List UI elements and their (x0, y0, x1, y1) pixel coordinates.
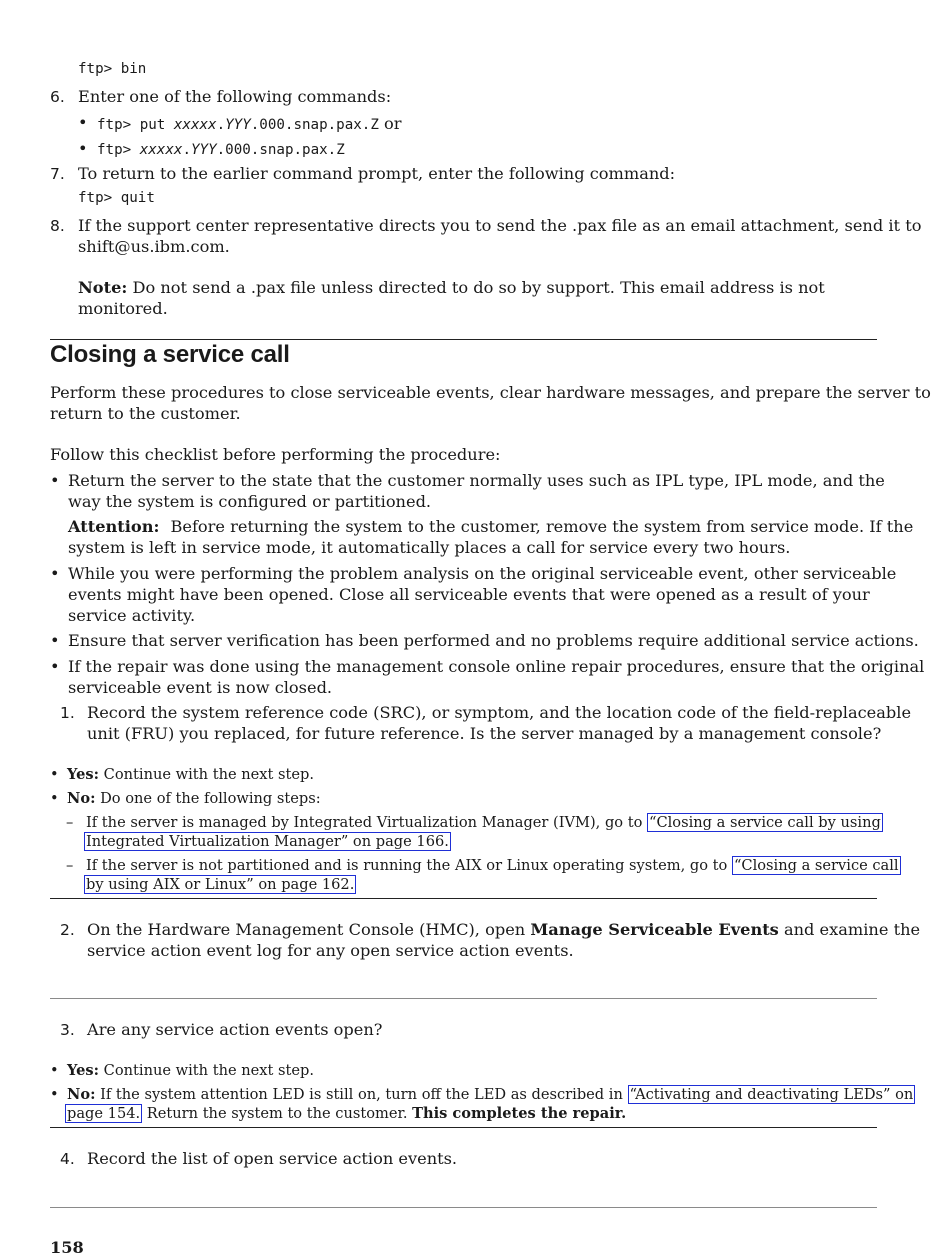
checklist-item-1-line-1: Return the server to the state that the customer normally uses such as IPL type, IPL mode, and the (68, 471, 885, 490)
link-closing-aix-linux[interactable]: “Closing a service call (733, 857, 899, 874)
procedure-step-1-line-2: unit (FRU) you replaced, for future reference. Is the server managed by a management console? (87, 724, 882, 743)
step-8-number: 8. (50, 217, 65, 235)
checklist-item-4-line-2: serviceable event is now closed. (68, 678, 333, 697)
procedure-step-1-number: 1. (60, 704, 75, 722)
checklist-intro: Follow this checklist before performing the procedure: (50, 445, 501, 464)
step-6-number: 6. (50, 88, 65, 106)
bullet-dot: • (50, 790, 59, 807)
proc-1-no: No: Do one of the following steps: (67, 790, 321, 807)
procedure-step-3-text: Are any service action events open? (87, 1020, 383, 1039)
attention-line-2: system is left in service mode, it automatically places a call for service every two hours. (68, 538, 791, 557)
command-ftp-quit: ftp> quit (78, 190, 155, 206)
section-rule (50, 339, 877, 340)
bullet-dot: • (50, 471, 60, 490)
link-closing-ivm-cont[interactable]: Integrated Virtualization Manager” on page 166. (86, 833, 449, 850)
bullet-dot: • (78, 139, 88, 158)
step-7-number: 7. (50, 165, 65, 183)
procedure-step-4-text: Record the list of open service action events. (87, 1149, 458, 1168)
divider (50, 998, 877, 999)
proc-1-yes: Yes: Continue with the next step. (67, 766, 314, 783)
bullet-dot: • (50, 1062, 59, 1079)
procedure-step-2-line-2: service action event log for any open service action events. (87, 941, 574, 960)
step-6-command-get: ftp> xxxxx.YYY.000.snap.pax.Z (97, 142, 345, 158)
step-6-text: Enter one of the following commands: (78, 87, 392, 106)
step-8-line-2: shift@us.ibm.com. (78, 237, 230, 256)
checklist-item-2-line-2: events might have been opened. Close all serviceable events that were opened as a result of your (68, 585, 870, 604)
checklist-item-1-line-2: way the system is configured or partitioned. (68, 492, 432, 511)
divider (50, 1127, 877, 1128)
bullet-dot: • (50, 657, 60, 676)
bullet-dot: • (50, 1086, 59, 1103)
divider (50, 1207, 877, 1208)
checklist-item-2-line-1: While you were performing the problem analysis on the original serviceable event, other serviceable (68, 564, 897, 583)
proc-1-aix-line-1: If the server is not partitioned and is running the AIX or Linux operating system, go to “Closing a service call (86, 857, 899, 874)
bullet-dot: • (78, 113, 88, 132)
procedure-step-1-line-1: Record the system reference code (SRC), or symptom, and the location code of the field-replaceable (87, 703, 912, 722)
section-intro-line-2: return to the customer. (50, 404, 241, 423)
checklist-item-3: Ensure that server verification has been performed and no problems require additional service actions. (68, 631, 919, 650)
link-activating-leds[interactable]: “Activating and deactivating LEDs” on (629, 1086, 914, 1103)
step-8-line-1: If the support center representative directs you to send the .pax file as an email attachment, send it to (78, 216, 922, 235)
section-title: Closing a service call (50, 341, 290, 368)
link-closing-aix-linux-cont[interactable]: by using AIX or Linux” on page 162. (86, 876, 355, 893)
proc-3-yes: Yes: Continue with the next step. (67, 1062, 314, 1079)
proc-1-ivm-line-2 (84, 832, 451, 851)
proc-1-ivm-line-1: If the server is managed by Integrated Virtualization Manager (IVM), go to “Closing a service call by using (86, 814, 881, 831)
procedure-step-3-number: 3. (60, 1021, 75, 1039)
bullet-dot: • (50, 564, 60, 583)
dash-marker: – (66, 814, 74, 831)
proc-3-no-line-2: page 154. Return the system to the customer. This completes the repair. (67, 1105, 627, 1122)
proc-1-aix-line-2 (84, 875, 356, 894)
link-closing-ivm[interactable]: “Closing a service call by using (649, 814, 881, 831)
step-6-command-put: ftp> put xxxxx.YYY.000.snap.pax.Z or (97, 114, 402, 133)
bullet-dot: • (50, 766, 59, 783)
procedure-step-2-line-1: On the Hardware Management Console (HMC), open Manage Serviceable Events and examine the (87, 920, 921, 939)
dash-marker: – (66, 857, 74, 874)
proc-3-no-line-1: No: If the system attention LED is still on, turn off the LED as described in “Activating and deactivating LEDs” on (67, 1086, 914, 1103)
checklist-item-4-line-1: If the repair was done using the management console online repair procedures, ensure that the original (68, 657, 925, 676)
attention-line-1: Attention: Before returning the system to the customer, remove the system from service mode. If the (68, 517, 914, 536)
note-line-2: monitored. (78, 299, 168, 318)
command-ftp-bin: ftp> bin (78, 61, 147, 77)
step-7-text: To return to the earlier command prompt, enter the following command: (78, 164, 676, 183)
link-activating-leds-cont[interactable]: page 154. (67, 1105, 141, 1122)
note-line-1: Note: Do not send a .pax file unless directed to do so by support. This email address is not (78, 278, 825, 297)
checklist-item-2-line-3: service activity. (68, 606, 196, 625)
procedure-step-4-number: 4. (60, 1150, 75, 1168)
page-number: 158 (50, 1238, 84, 1257)
bullet-dot: • (50, 631, 60, 650)
procedure-step-2-number: 2. (60, 921, 75, 939)
divider (50, 898, 877, 899)
section-intro-line-1: Perform these procedures to close serviceable events, clear hardware messages, and prepare the server to (50, 383, 931, 402)
